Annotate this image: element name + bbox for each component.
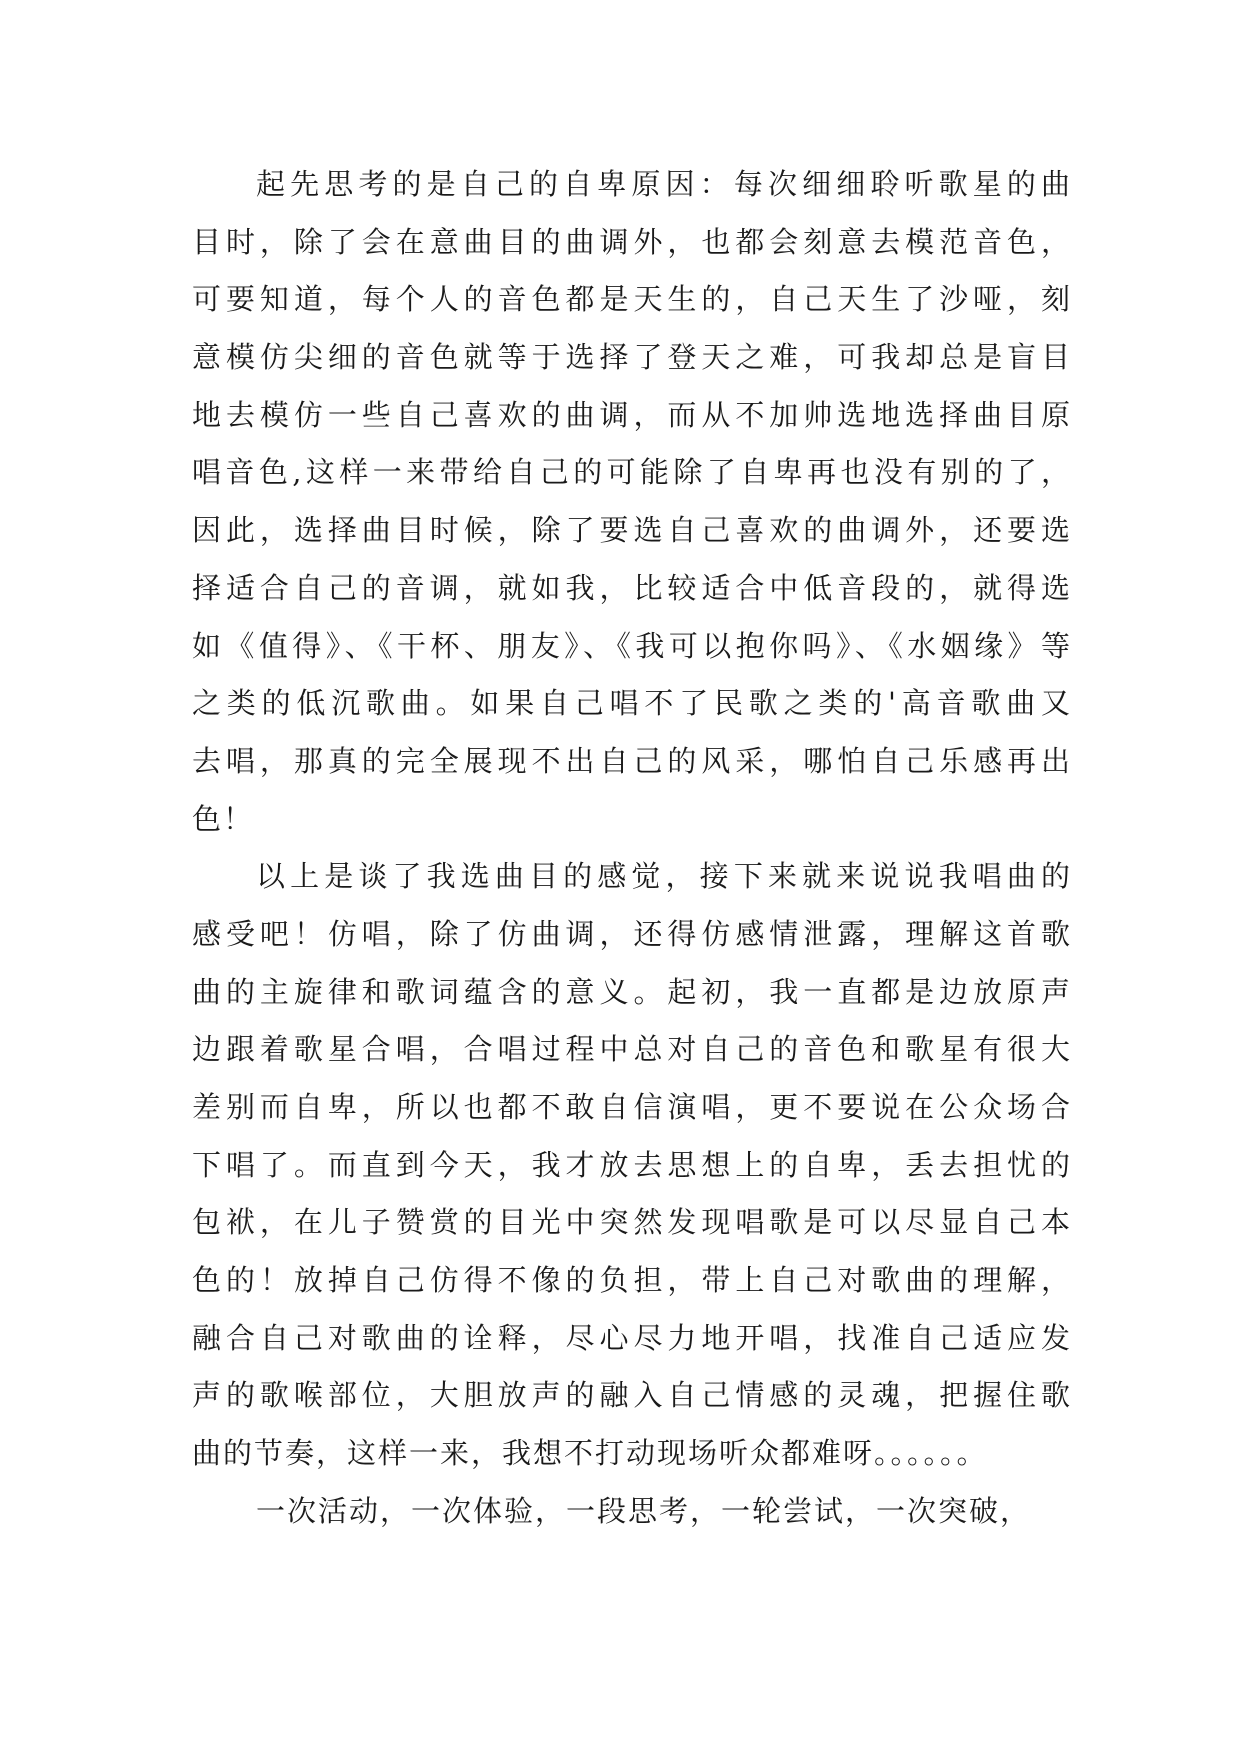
paragraph-1-line-6: 唱音色,这样一来带给自己的可能除了自卑再也没有别的了， — [192, 455, 1072, 490]
paragraph-2-line-2: 感受吧！仿唱，除了仿曲调，还得仿感情泄露，理解这首歌 — [192, 916, 1072, 951]
paragraph-2-line-6: 下唱了。而直到今天，我才放去思想上的自卑，丢去担忧的 — [192, 1147, 1072, 1182]
paragraph-2-line-4: 边跟着歌星合唱，合唱过程中总对自己的音色和歌星有很大 — [192, 1032, 1072, 1067]
paragraph-2-line-1: 以上是谈了我选曲目的感觉，接下来就来说说我唱曲的 — [256, 859, 1072, 894]
paragraph-2-line-11: 曲的节奏，这样一来，我想不打动现场听众都难呀。。。。。。 — [192, 1436, 988, 1471]
paragraph-3-line-1: 一次活动，一次体验，一段思考，一轮尝试，一次突破， — [256, 1493, 1032, 1528]
paragraph-1-line-4: 意模仿尖细的音色就等于选择了登天之难，可我却总是盲目 — [192, 340, 1072, 375]
body-text — [192, 156, 1072, 1541]
paragraph-1-line-5: 地去模仿一些自己喜欢的曲调，而从不加帅选地选择曲目原 — [192, 397, 1072, 432]
paragraph-1-line-11: 去唱，那真的完全展现不出自己的风采，哪怕自己乐感再出 — [192, 743, 1072, 778]
paragraph-1-line-1: 起先思考的是自己的自卑原因：每次细细聆听歌星的曲 — [256, 167, 1072, 201]
paragraph-2-line-7: 包袱，在儿子赞赏的目光中突然发现唱歌是可以尽显自己本 — [192, 1205, 1072, 1240]
paragraph-2-line-3: 曲的主旋律和歌词蕴含的意义。起初，我一直都是边放原声 — [192, 974, 1072, 1009]
paragraph-1-line-8: 择适合自己的音调，就如我，比较适合中低音段的，就得选 — [192, 570, 1072, 605]
paragraph-2-line-5: 差别而自卑，所以也都不敢自信演唱，更不要说在公众场合 — [192, 1090, 1072, 1124]
paragraph-2-line-8: 色的！放掉自己仿得不像的负担，带上自己对歌曲的理解， — [192, 1263, 1072, 1298]
paragraph-2-line-10: 声的歌喉部位，大胆放声的融入自己情感的灵魂，把握住歌 — [192, 1378, 1072, 1413]
paragraph-1-line-10: 之类的低沉歌曲。如果自己唱不了民歌之类的'高音歌曲又 — [192, 686, 1072, 721]
paragraph-2-line-9: 融合自己对歌曲的诠释，尽心尽力地开唱，找准自己适应发 — [192, 1320, 1072, 1355]
paragraph-1-line-7: 因此，选择曲目时候，除了要选自己喜欢的曲调外，还要选 — [192, 513, 1072, 548]
paragraph-1-line-3: 可要知道，每个人的音色都是天生的，自己天生了沙哑，刻 — [192, 282, 1072, 317]
paragraph-1-line-9: 如《值得》、《干杯、朋友》、《我可以抱你吗》、《水姻缘》等 — [192, 628, 1072, 663]
paragraph-1-line-2: 目时，除了会在意曲目的曲调外，也都会刻意去模范音色， — [192, 224, 1072, 259]
paragraph-1-line-12: 色！ — [192, 801, 255, 836]
